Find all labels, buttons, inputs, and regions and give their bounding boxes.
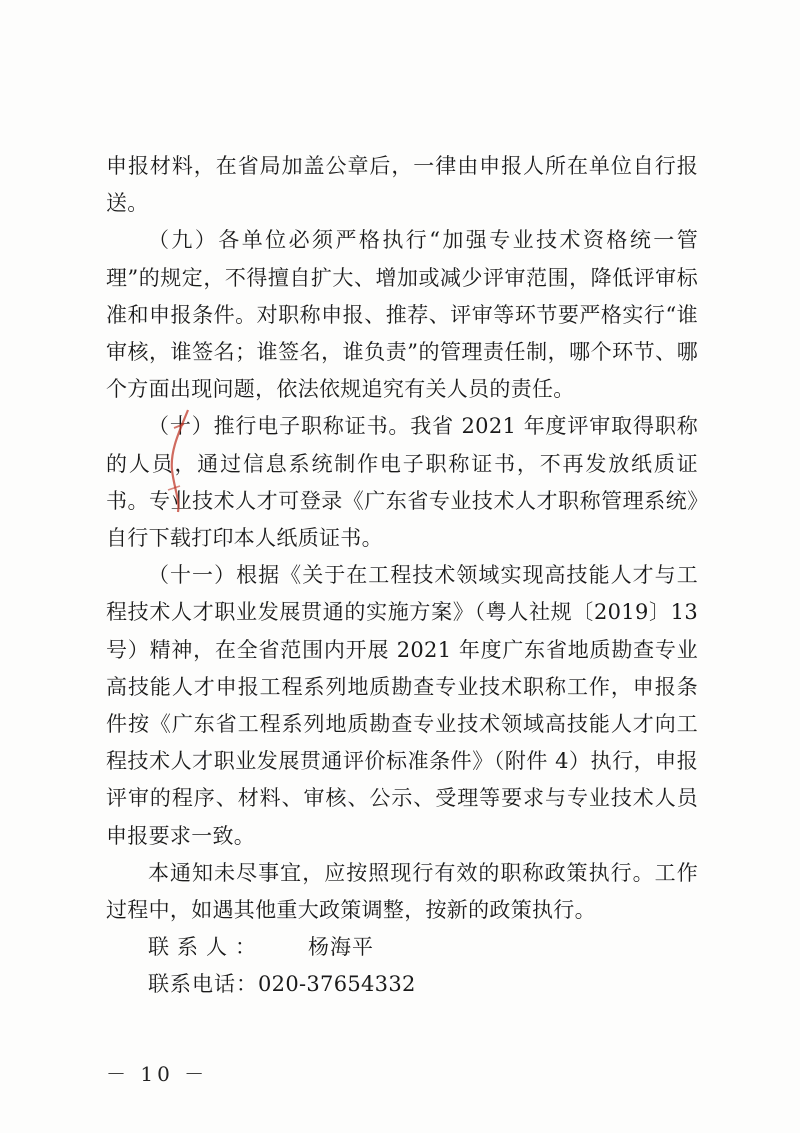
- paragraph-item-9: （九）各单位必须严格执行“加强专业技术资格统一管理”的规定，不得擅自扩大、增加或减少评审范围，降低评审标准和申报条件。对职称申报、推荐、评审等环节要严格实行“谁审核，谁签名；谁签名，谁负责”的管理责任制，哪个环节、哪个方面出现问题，依法依规追究有关人员的责任。: [106, 228, 698, 402]
- contact-person-label: 联系人：: [148, 935, 264, 960]
- contact-person-line: [106, 929, 698, 966]
- paragraph-closing: 本通知未尽事宜，应按照现行有效的职称政策执行。工作过程中，如遇其他重大政策调整，按新的政策执行。: [106, 860, 698, 923]
- contact-phone-label: 联系电话：: [148, 972, 258, 997]
- contact-phone-line: [106, 966, 698, 1003]
- page-number: － 10 －: [106, 1062, 209, 1086]
- document-body: [106, 148, 698, 1004]
- contact-person-name: 杨海平: [308, 935, 374, 960]
- contact-phone-value: 020-37654332: [258, 972, 416, 997]
- paragraph-item-10: （十）推行电子职称证书。我省 2021 年度评审取得职称的人员，通过信息系统制作电子职称证书，不再发放纸质证书。专业技术人才可登录《广东省专业技术人才职称管理系统》自行下载打印本人纸质证书。: [106, 414, 698, 551]
- paragraph-item-11: （十一）根据《关于在工程技术领域实现高技能人才与工程技术人才职业发展贯通的实施方案》（粤人社规〔2019〕13 号）精神，在全省范围内开展 2021 年度广东省地质勘查专业高技能人才申报工程系列地质勘查专业技术职称工作，申报条件按《广东省工程系列地质勘查专业技术领域高技能人才向工程技术人才职业发展贯通评价标准条件》（附件 4）执行，申报评审的程序、材料、审核、公示、受理等要求与专业技术人员申报要求一致。: [106, 563, 698, 848]
- paragraph-continuation: 申报材料，在省局加盖公章后，一律由申报人所在单位自行报送。: [106, 154, 698, 216]
